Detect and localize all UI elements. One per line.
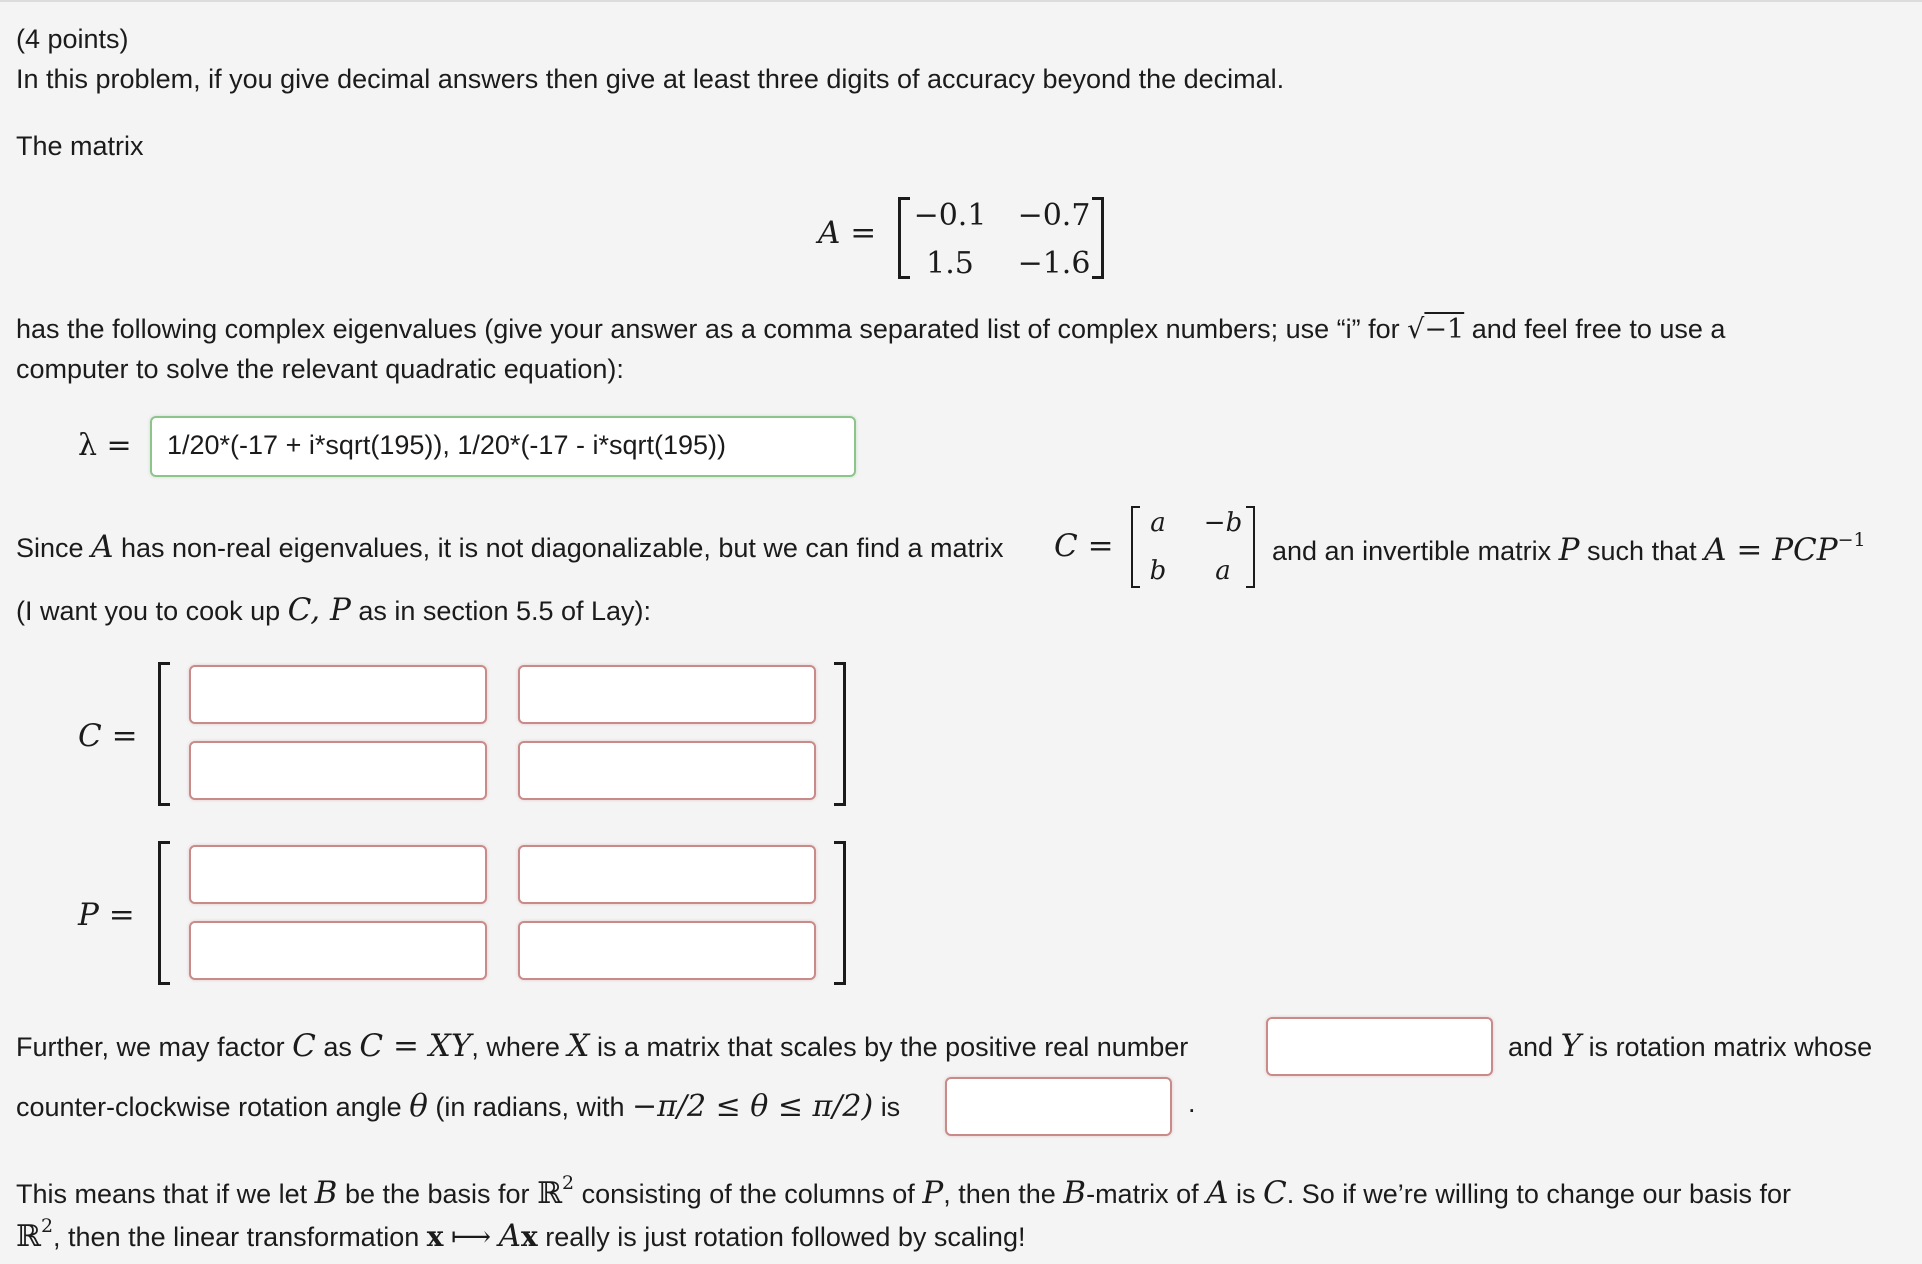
further-text-line2: counter-clockwise rotation angle θ (in radians, with −π/2 ≤ θ ≤ π/2) is (16, 1088, 901, 1124)
p-left-bracket (158, 841, 170, 985)
matrix-c-left-bracket (1131, 506, 1140, 588)
matrix-c-entry: b (1149, 556, 1167, 586)
c-right-bracket (834, 662, 846, 806)
since-text-right: and an invertible matrix P such that $A = PCP^{-1}$ (1272, 529, 1866, 568)
closing-text-line2: ℝ$^2$, then the linear transformation x ⟼ Ax really is just rotation followed by scaling! (16, 1215, 1026, 1254)
c21-input[interactable] (189, 741, 487, 800)
c-left-bracket (158, 662, 170, 806)
sqrt-symbol: √−1 (1407, 314, 1465, 345)
instruction-text: In this problem, if you give decimal answers then give at least three digits of accuracy beyond the decimal. (16, 64, 1285, 94)
points-label: (4 points) (16, 24, 129, 54)
eigen-question-line2: computer to solve the relevant quadratic equation): (16, 354, 624, 384)
c22-input[interactable] (518, 741, 816, 800)
closing-text-line1: This means that if we let B be the basis for ℝ$^2$ consisting of the columns of P, then the B-matrix of A is C. So if we’re willing to change our basis for (16, 1172, 1792, 1211)
matrix-a-label: A = (818, 215, 877, 251)
c-answer-label: C = (78, 718, 138, 754)
period: . (1188, 1088, 1196, 1118)
matrix-c-right-bracket (1246, 506, 1255, 588)
matrix-a-entry: −0.1 (913, 198, 987, 233)
scale-factor-input[interactable] (1266, 1017, 1493, 1076)
further-text-line1: Further, we may factor C as C = XY, where X is a matrix that scales by the positive real number (16, 1028, 1189, 1064)
further-text-line1-end: and Y is rotation matrix whose (1508, 1028, 1873, 1064)
since-text: Since A has non-real eigenvalues, it is not diagonalizable, but we can find a matrix (16, 529, 1004, 565)
matrix-a-entry: −1.6 (1017, 246, 1091, 281)
matrix-a-left-bracket (898, 197, 910, 279)
eigenvalue-input[interactable]: 1/20*(-17 + i*sqrt(195)), 1/20*(-17 - i*sqrt(195)) (150, 416, 856, 477)
matrix-a-entry: −0.7 (1017, 198, 1091, 233)
matrix-a-entry: 1.5 (926, 246, 974, 281)
p11-input[interactable] (189, 845, 487, 904)
top-border (0, 0, 1922, 2)
p12-input[interactable] (518, 845, 816, 904)
matrix-c-entry: a (1150, 508, 1166, 538)
matrix-c-label: C = (1054, 528, 1114, 564)
p-right-bracket (834, 841, 846, 985)
matrix-c-entry: −b (1203, 508, 1243, 538)
p22-input[interactable] (518, 921, 816, 980)
intro-text: The matrix (16, 131, 144, 161)
p-answer-label: P = (78, 897, 135, 933)
lay-instruction: (I want you to cook up C, P as in section 5.5 of Lay): (16, 592, 652, 628)
rotation-angle-input[interactable] (945, 1077, 1172, 1136)
lambda-label: λ = (78, 428, 132, 463)
eigen-question-line1: has the following complex eigenvalues (give your answer as a comma separated list of complex numbers; use “i” for √−1 and feel free to use a (16, 314, 1726, 345)
matrix-c-entry: a (1215, 556, 1231, 586)
c11-input[interactable] (189, 665, 487, 724)
matrix-a-right-bracket (1092, 197, 1104, 279)
c12-input[interactable] (518, 665, 816, 724)
p21-input[interactable] (189, 921, 487, 980)
